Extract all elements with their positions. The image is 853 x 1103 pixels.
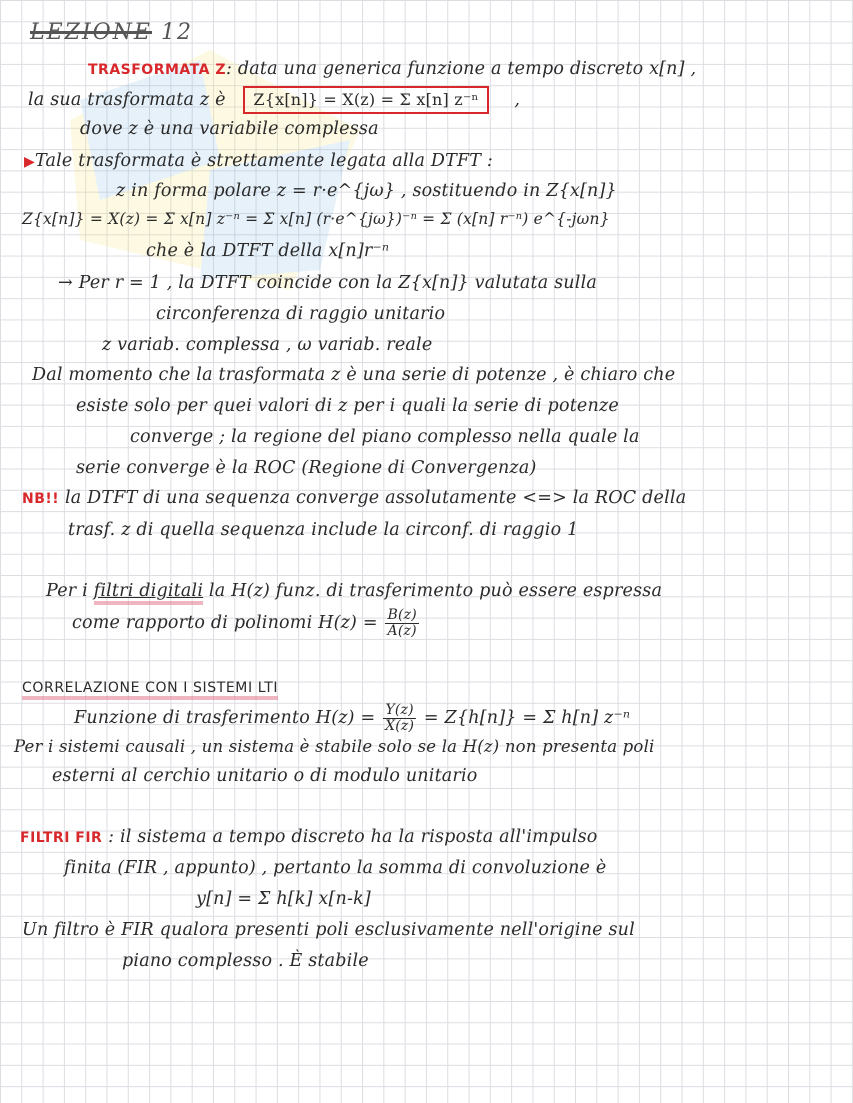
page-title: LEZIONE 12 bbox=[30, 20, 193, 45]
line-12: esiste solo per quei valori di z per i quali la serie di potenze bbox=[76, 396, 619, 416]
line-27: piano complesso . È stabile bbox=[122, 951, 369, 971]
line-11: Dal momento che la trasformata z è una serie di potenze , è chiaro che bbox=[32, 365, 676, 385]
arrow-right-icon: → bbox=[58, 273, 73, 293]
line-25: y[n] = Σ h[k] x[n-k] bbox=[196, 889, 371, 909]
line-26: Un filtro è FIR qualora presenti poli esclusivamente nell'origine sul bbox=[22, 920, 635, 940]
line-18: come rapporto di polinomi H(z) = $\frac{B(z)}{A(z)}$ bbox=[72, 607, 417, 639]
line-17: Per i filtri digitali la H(z) funz. di trasferimento può essere espressa bbox=[46, 580, 662, 602]
line-23: FILTRI FIR : il sistema a tempo discreto ha la risposta all'impulso bbox=[20, 827, 598, 847]
line-2: la sua trasformata z è Z{x[n]} = X(z) = Σ x[n] z⁻ⁿ , bbox=[28, 86, 520, 114]
line-9: circonferenza di raggio unitario bbox=[156, 304, 446, 324]
line-15: NB!! la DTFT di una sequenza converge assolutamente <=> la ROC della bbox=[22, 488, 687, 508]
line-7: che è la DTFT della x[n]r⁻ⁿ bbox=[146, 241, 390, 261]
line-1: TRASFORMATA Z: data una generica funzione a tempo discreto x[n] , bbox=[88, 59, 697, 79]
fraction-b-over-a: $\frac{B(z)}{A(z)}$ bbox=[387, 607, 417, 639]
boxed-formula: Z{x[n]} = X(z) = Σ x[n] z⁻ⁿ bbox=[243, 86, 488, 114]
line-5: z in forma polare z = r·e^{jω} , sostituendo in Z{x[n]} bbox=[116, 181, 617, 201]
line-10: z variab. complessa , ω variab. reale bbox=[102, 335, 433, 355]
line-4: ▶Tale trasformata è strettamente legata alla DTFT : bbox=[24, 151, 494, 171]
line-14: serie converge è la ROC (Regione di Convergenza) bbox=[76, 458, 537, 478]
line-22: esterni al cerchio unitario o di modulo unitario bbox=[52, 766, 478, 786]
line-3: dove z è una variabile complessa bbox=[80, 119, 379, 139]
line-24: finita (FIR , appunto) , pertanto la somma di convoluzione è bbox=[64, 858, 607, 878]
fraction-y-over-x: $\frac{Y(z)}{X(z)}$ bbox=[385, 702, 415, 734]
highlighted-term: filtri digitali bbox=[94, 581, 204, 605]
line-6: Z{x[n]} = X(z) = Σ x[n] z⁻ⁿ = Σ x[n] (r·e^{jω})⁻ⁿ = Σ (x[n] r⁻ⁿ) e^{-jωn} bbox=[22, 210, 610, 228]
line-13: converge ; la regione del piano complesso nella quale la bbox=[130, 427, 640, 447]
line-16: trasf. z di quella sequenza include la circonf. di raggio 1 bbox=[68, 520, 579, 540]
triangle-right-icon: ▶ bbox=[24, 154, 35, 170]
line-20: Funzione di trasferimento H(z) = $\frac{Y(z)}{X(z)}$ = Z{h[n]} = Σ h[n] z⁻ⁿ bbox=[74, 702, 631, 734]
nb-label: NB!! bbox=[22, 491, 60, 507]
section-heading-lti: CORRELAZIONE CON I SISTEMI LTI bbox=[22, 676, 278, 699]
line-21: Per i sistemi causali , un sistema è stabile solo se la H(z) non presenta poli bbox=[14, 737, 655, 756]
line-8: → Per r = 1 , la DTFT coincide con la Z{x[n]} valutata sulla bbox=[58, 273, 597, 293]
fir-label: FILTRI FIR bbox=[20, 830, 103, 846]
